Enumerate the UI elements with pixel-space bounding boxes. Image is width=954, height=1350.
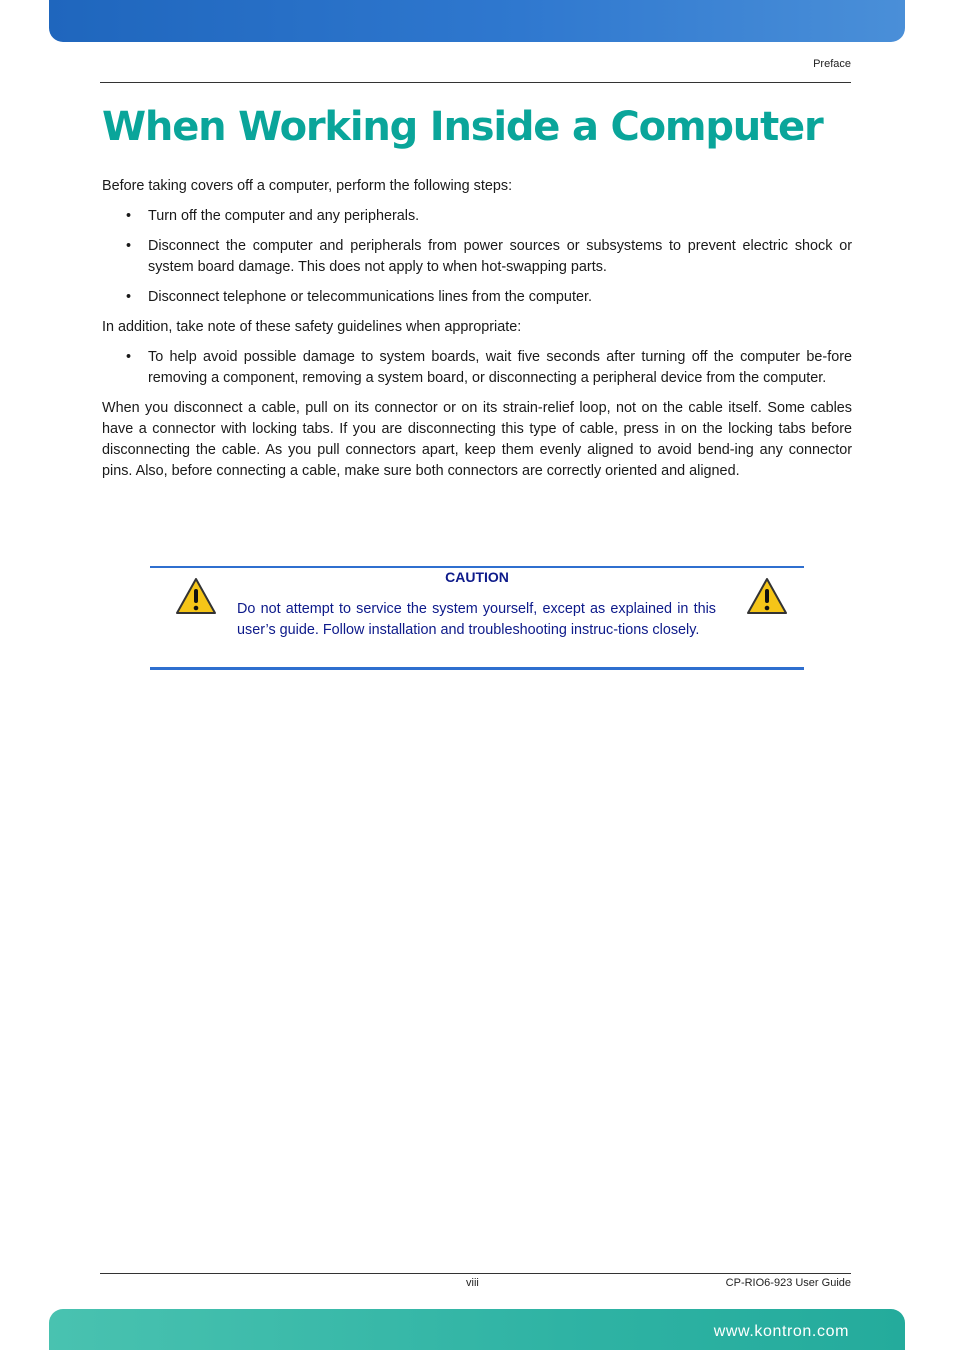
- header-divider: [100, 82, 851, 83]
- guidelines-list: [102, 347, 852, 389]
- list-item-step-3: • Disconnect telephone or telecommunications lines from the computer.: [102, 287, 852, 308]
- header-section-label: Preface: [813, 58, 851, 70]
- caution-box: [150, 566, 804, 670]
- warning-triangle-icon: [175, 577, 217, 615]
- intro-paragraph: Before taking covers off a computer, perform the following steps:: [102, 178, 513, 194]
- website-link[interactable]: www.kontron.com: [713, 1323, 849, 1340]
- list-item-guideline-1: • To help avoid possible damage to system boards, wait five seconds after turning off the computer be-fore removing a component, removing a system board, or disconnecting a peripheral device from the computer.: [102, 347, 852, 389]
- steps-list: [102, 206, 852, 308]
- page-number: viii: [466, 1277, 479, 1289]
- guidelines-intro-paragraph: In addition, take note of these safety guidelines when appropriate:: [102, 319, 522, 335]
- list-item-step-1: • Turn off the computer and any peripherals.: [102, 206, 852, 227]
- caution-text: Do not attempt to service the system yourself, except as explained in this user’s guide. Follow installation and troubleshooting instruc-tions closely.: [237, 601, 716, 638]
- page-title: When Working Inside a Computer: [102, 104, 823, 150]
- bottom-banner: [49, 1309, 905, 1350]
- list-item-step-2: • Disconnect the computer and peripherals from power sources or subsystems to prevent electric shock or system board damage. This does not apply to when hot-swapping parts.: [102, 236, 852, 278]
- warning-triangle-icon: [746, 577, 788, 615]
- cable-paragraph: When you disconnect a cable, pull on its connector or on its strain-relief loop, not on the cable itself. Some cables have a connector with locking tabs. If you are disconnecting this type of cable, press in on the locking tabs before disconnecting the cable. As you pull connectors apart, keep them evenly aligned to avoid bend-ing any connector pins. Also, before connecting a cable, make sure both connectors are correctly oriented and aligned.: [102, 400, 852, 479]
- footer-divider: [100, 1273, 851, 1274]
- body-content: [102, 176, 852, 491]
- caution-title: CAUTION: [445, 569, 509, 585]
- top-banner: [49, 0, 905, 42]
- document-title: CP-RIO6-923 User Guide: [725, 1277, 851, 1289]
